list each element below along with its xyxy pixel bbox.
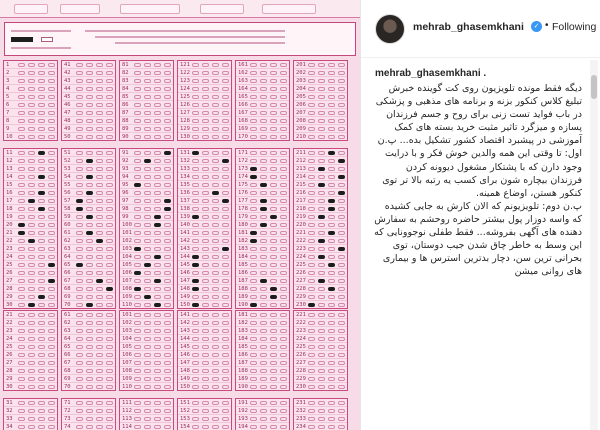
answer-block: 91 92 93 94 95 96 97 98 99 100 101 102 103 104 105 106 107 108 109 110: [119, 148, 174, 309]
answer-block: 201 202 203 204 205 206 207 208 209 210: [293, 60, 348, 141]
answer-block: 111 112 113 114: [119, 398, 174, 430]
caption-scrollbar-track[interactable]: [590, 60, 598, 430]
answer-block: 151 152 153 154: [177, 398, 232, 430]
post-sidebar: [361, 0, 600, 430]
answer-block: 11 12 13 14 15 16 17 18 19 20 21 22 23 24 25 26 27 28 29 30: [3, 148, 58, 309]
answer-block: 231 232 233 234: [293, 398, 348, 430]
answer-block: 61 62 63 64 65 66 67 68 69 70: [61, 310, 116, 391]
answer-block: 191 192 193 194: [235, 398, 290, 430]
answer-block: 181 182 183 184 185 186 187 188 189 190: [235, 310, 290, 391]
separator-dot: •: [545, 20, 549, 31]
answer-block: 1 2 3 4 5 6 7 8 9 10: [3, 60, 58, 141]
answer-block: 31 32 33 34: [3, 398, 58, 430]
verified-badge-icon: ✓: [531, 21, 542, 32]
caption-scrollbar-thumb[interactable]: [591, 75, 597, 99]
answer-block: 51 52 53 54 55 56 57 58 59 60 61 62 63 64 65 66 67 68 69 70: [61, 148, 116, 309]
answer-block: 71 72 73 74: [61, 398, 116, 430]
answer-block: 21 22 23 24 25 26 27 28 29 30: [3, 310, 58, 391]
caption-username[interactable]: mehrab_ghasemkhani .: [375, 68, 487, 79]
answer-block: 81 82 83 84 85 86 87 88 89 90: [119, 60, 174, 141]
answer-block: 131 132 133 134 135 136 137 138 139 140 141 142 143 144 145 146 147 148 149 150: [177, 148, 232, 309]
caption-text: [371, 82, 582, 278]
caption-paragraph-1: دیگه فقط مونده تلویزیون روی کت گوینده خبرش تبلیغ کلاس کنکور بزنه و برنامه های مذهبی و پزشکی در باب فواید تست زنی برای روح و جسم فرزندان پسازه و میزگرد تاثیر مثبت خرید بسته های کمک آموزشی در پیشبرد اقتصاد کشور تشکیل بده... پ.ن اول: تا وقتی این همه والدین خوش فکر و با درایت وجود دارن که با پشتکار مشغول دیوونه کردن فرزندان بیچاره شون برای کسب یه رتبه بالا تر توی کنکور هستن، اوضاع همینه.: [372, 83, 582, 199]
answer-block: 221 222 223 224 225 226 227 228 229 230: [293, 310, 348, 391]
avatar[interactable]: [375, 14, 405, 44]
answer-block: 101 102 103 104 105 106 107 108 109 110: [119, 310, 174, 391]
answer-block: 121 122 123 124 125 126 127 128 129 130: [177, 60, 232, 141]
answer-block: 211 212 213 214 215 216 217 218 219 220 221 222 223 224 225 226 227 228 229 230: [293, 148, 348, 309]
answer-grid: [3, 60, 358, 430]
post-header: [361, 0, 600, 58]
following-button[interactable]: Following: [552, 21, 597, 33]
answer-block: 141 142 143 144 145 146 147 148 149 150: [177, 310, 232, 391]
answer-block: 41 42 43 44 45 46 47 48 49 50: [61, 60, 116, 141]
sheet-instructions-box: [4, 22, 356, 56]
answer-block: 161 162 163 164 165 166 167 168 169 170: [235, 60, 290, 141]
sheet-top-strip: [0, 0, 361, 18]
author-username[interactable]: mehrab_ghasemkhani: [413, 21, 524, 33]
caption-paragraph-2: پ.ن دوم: تلویزیونم که الان کارش به جایی کشیده که واسه دوزار پول بیشتر حاضره روحشم به سفارش دهنده های آگهی بفروشه... فقط طفلی نوجوونایی که این وسط به خاطر چاق شدن جیب دوستان، توی بحرانی ترین سن، دچار بدترین استرس ها و بیماری های روانی میشن: [371, 200, 582, 278]
answer-block: 171 172 173 174 175 176 177 178 179 180 181 182 183 184 185 186 187 188 189 190: [235, 148, 290, 309]
caption: [361, 58, 590, 430]
